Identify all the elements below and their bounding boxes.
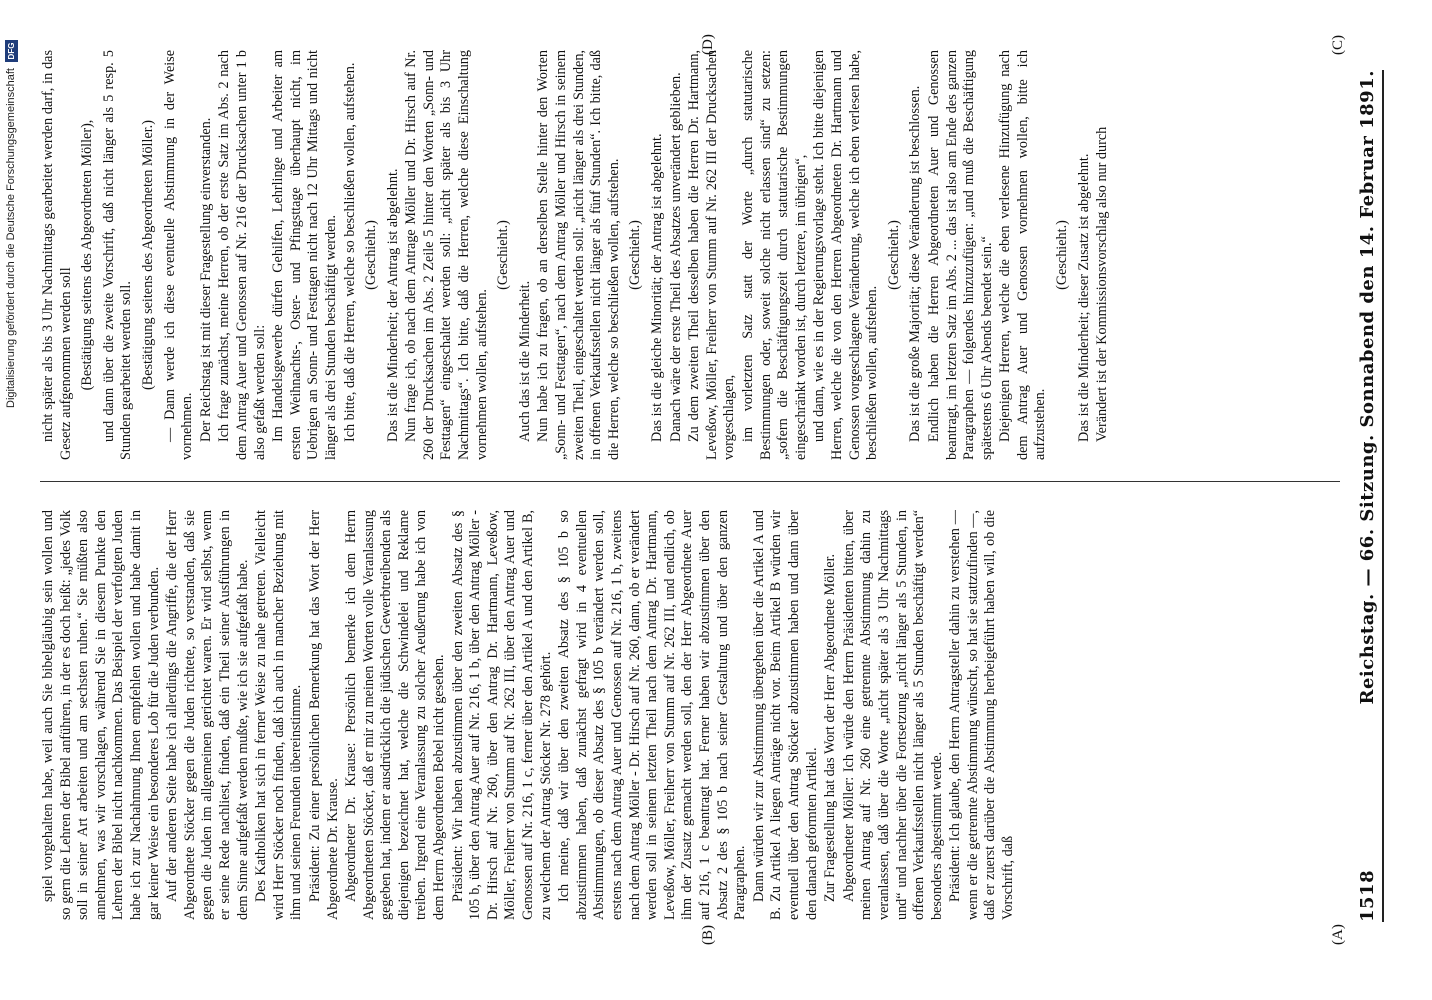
paragraph: spiel vorgehalten habe, weil auch Sie bibelgläubig sein wollen und so gern die Lehren der Bibel anführen, in der es doch heißt: „jedes Volk soll in seiner Art arbeiten und am sechsten ruhen.“ Sie müßten also annehmen, was wir vorschlagen, während Sie in diesem Punkte den Lehren der Bibel nicht nachkommen. Das Beispiel der verfolgten Juden habe ich zur Nachahmung Ihnen empfehlen wollen und habe damit in gar keiner Weise ein besonderes Lob für die Juden verbunden. bbox=[40, 510, 162, 920]
digitization-footer bbox=[0, 0, 22, 1000]
paragraph: (Geschieht.) bbox=[627, 220, 644, 290]
paragraph: und dann, wie es in der Regierungsvorlage steht. Ich bitte diejenigen Herren, welche die von den Herren Abgeordneten Dr. Hartmann und Genossen vorgeschlagene Veränderung, welche ich eben verlesen habe, beschließen wollen, aufstehen. bbox=[811, 50, 881, 460]
paragraph: Diejenigen Herren, welche die eben verlesene Hinzufügung nach dem Antrag Auer und Genossen vornehmen wollen, bitte ich aufzustehen. bbox=[997, 50, 1049, 460]
paragraph: Das ist die Minderheit; der Antrag ist abgelehnt. bbox=[384, 168, 401, 442]
paragraph: Das ist die Minderheit; dieser Zusatz ist abgelehnt. bbox=[1075, 153, 1092, 442]
paragraph: Nun frage ich, ob nach dem Antrage Möller und Dr. Hirsch auf Nr. 260 der Drucksachen im Abs. 2 Zeile 5 hinter den Worten „Sonn- und Festtagen“ eingeschaltet werden soll: „nicht später als bis 3 Uhr Nachmittags“. Ich bitte, daß die Herren, welche diese Einschaltung vornehmen wollen, aufstehen. bbox=[403, 50, 490, 460]
paragraph: Verändert ist der Kommissionsvorschlag also nur durch bbox=[1094, 126, 1111, 442]
paragraph: Dann würden wir zur Abstimmung übergehen über die Artikel A und B. Zu Artikel A liegen Anträge nicht vor. Beim Artikel B würden wir eventuell über den Antrag Stöcker abzustimmen haben und dann über den danach geformten Artikel. bbox=[750, 510, 820, 920]
left-column bbox=[40, 510, 1340, 920]
paragraph: Auch das ist die Minderheit. bbox=[516, 280, 533, 442]
margin-letter-d: (D) bbox=[700, 34, 716, 55]
column-divider bbox=[40, 481, 1340, 482]
paragraph: (Geschieht.) bbox=[885, 220, 902, 290]
right-column bbox=[40, 50, 1340, 460]
dfg-logo-icon: DFG bbox=[5, 40, 18, 62]
paragraph: (Geschieht.) bbox=[495, 220, 512, 290]
page-title: Reichstag. — 66. Sitzung. Sonnabend den 14. Februar 1891. bbox=[1356, 70, 1378, 705]
paragraph: und dann über die zweite Vorschrift, daß nicht länger als 5 resp. 5 Stunden gearbeitet werden soll. bbox=[100, 50, 135, 460]
paragraph: Das ist die gleiche Minorität; der Antrag ist abgelehnt. bbox=[649, 133, 665, 442]
paragraph: Ich meine, daß wir über den zweiten Absatz des § 105 b so abzustimmen haben, daß zunächst gefragt wird in 4 eventuellen Abstimmungen, ob dieser Absatz des § 105 b verändert werden soll, erstens nach dem Antrag Auer und Genossen auf Nr. 216, 1 b, zweitens nach dem Antrag Möller - Dr. Hirsch auf Nr. 260, dann, ob er verändert werden soll in seinem letzten Theil nach dem Antrag Dr. Hartmann, Leveßow, Möller, Freiherr von Stumm auf Nr. 262 III, und endlich, ob ihm der Zusatz gemacht werden soll, den der Herr Abgeordnete Auer auf 216, 1 c beantragt hat. Ferner haben wir abzustimmen über den Absatz 2 des § 105 b nach seiner Gestaltung und über den ganzen Paragraphen. bbox=[556, 510, 749, 920]
margin-letter-c: (C) bbox=[1330, 35, 1346, 55]
margin-letter-b: (B) bbox=[700, 925, 716, 945]
margin-letter-a: (A) bbox=[1330, 924, 1346, 945]
paragraph: nicht später als bis 3 Uhr Nachmittags gearbeitet werden darf, in das Gesetz aufgenommen werden soll bbox=[40, 50, 74, 460]
paragraph: Zu dem zweiten Theil desselben haben die Herren Dr. Hartmann, Leveßow, Möller, Freiherr von Stumm auf Nr. 262 III der Drucksachen vorgeschlagen, bbox=[686, 50, 738, 460]
paragraph: — Dann werde ich diese eventuelle Abstimmung in der Weise vornehmen. bbox=[161, 50, 196, 460]
paragraph: Im Handelsgewerbe dürfen Gehilfen, Lehrlinge und Arbeiter am ersten Weihnachts-, Oster- und Pfingsttage überhaupt nicht, im Uebrigen an Sonn- und Festtagen nicht nach 12 Uhr Mittags und nicht länger als drei Stunden beschäftigt werden. bbox=[270, 50, 339, 460]
paragraph: Nun habe ich zu fragen, ob an derselben Stelle hinter den Worten „Sonn- und Festtagen“, nach dem Antrag Möller und Hirsch in seinem zweiten Theil, eingeschaltet werden soll: „nicht länger als drei Stunden, in offenen Verkaufsstellen nicht länger als fünf Stunden“. Ich bitte, daß die Herren, welche so beschließen wollen, aufstehen. bbox=[535, 50, 622, 460]
paragraph: Präsident: Zu einer persönlichen Bemerkung hat das Wort der Herr Abgeordnete Dr. Krause. bbox=[306, 510, 341, 920]
paragraph: (Bestätigung seitens des Abgeordneten Möller.) bbox=[139, 120, 156, 390]
paragraph: Ich frage zunächst, meine Herren, ob der erste Satz im Abs. 2 nach dem Antrag Auer und Genossen auf Nr. 216 der Drucksachen unter 1 b also gefaßt werden soll: bbox=[216, 50, 268, 460]
paragraph: Abgeordneter Dr. Krause: Persönlich bemerke ich dem Herrn Abgeordneten Stöcker, daß er mir zu meinen Worten volle Veranlassung gegeben hat, indem er ausdrücklich die jüdischen Gewerbtreibenden als diejenigen bezeichnet hat, welche die Schwindelei und Reklame treiben. Irgend eine Veranlassung zu solcher Aeußerung habe ich von dem Herrn Abgeordneten Bebel nicht gesehen. bbox=[343, 510, 448, 920]
paragraph: Abgeordneter Möller: Ich würde den Herrn Präsidenten bitten, über meinen Antrag auf Nr. 260 eine getrennte Abstimmung dahin zu veranlassen, daß über die Worte „nicht später als 3 Uhr Nachmittags und“ und nachher über die Fortsetzung „nicht länger als 5 Stunden, in offenen Verkaufsstellen nicht länger als 5 Stunden beschäftigt werden“ besonders abgestimmt werde. bbox=[840, 510, 945, 920]
paragraph: Ich bitte, daß die Herren, welche so beschließen wollen, aufstehen. bbox=[341, 62, 358, 442]
paragraph: Danach wäre der erste Theil des Absatzes unverändert geblieben. bbox=[667, 72, 684, 442]
page-number: 1518 bbox=[1356, 869, 1378, 922]
paragraph: (Geschieht.) bbox=[363, 220, 380, 290]
paragraph: (Bestätigung seitens des Abgeordneten Möller), bbox=[79, 119, 96, 391]
paragraph: Der Reichstag ist mit dieser Fragestellung einverstanden. bbox=[197, 117, 214, 442]
paragraph: Präsident: Ich glaube, den Herrn Antragsteller dahin zu verstehen — wenn er die getrennte Abstimmung wünscht, so hat sie stattzufinden —, daß er zuerst darüber die Abstimmung herbeigeführt haben will, ob die Vorschrift, daß bbox=[947, 510, 1017, 920]
paragraph: im vorletzten Satz statt der Worte „durch statutarische Bestimmungen oder, soweit solche nicht erlassen sind“ zu setzen: „sofern die Beschäftigungszeit durch statutarische Bestimmungen eingeschränkt worden ist, durch letztere, im übrigen“, bbox=[739, 50, 809, 460]
paragraph: Des Katholiken hat sich in ferner Weise zu nahe getreten. Vielleicht wird Herr Stöcker noch finden, daß ich auch in mancher Beziehung mit ihm und seinen Freunden übereinstimme. bbox=[253, 510, 305, 920]
paragraph: Das ist die große Majorität; diese Veränderung ist beschlossen. bbox=[907, 85, 924, 442]
paragraph: Zur Fragestellung hat das Wort der Herr Abgeordnete Möller. bbox=[822, 553, 839, 902]
paragraph: Präsident: Wir haben abzustimmen über den zweiten Absatz des § 105 b, über den Antrag Auer auf Nr. 216, 1 b, über den Antrag Möller - Dr. Hirsch auf Nr. 260, über den Antrag Dr. Hartmann, Leveßow, Möller, Freiherr von Stumm auf Nr. 262 III, über den Antrag Auer und Genossen auf Nr. 216, 1 c, ferner über den Artikel A und den Artikel B, zu welchem der Antrag Stöcker Nr. 278 gehört. bbox=[449, 510, 554, 920]
paragraph: Auf der anderen Seite habe ich allerdings die Angriffe, die der Herr Abgeordnete Stöcker gegen die Juden richtete, so verstanden, daß sie gegen die Juden im allgemeinen gerichtet waren. Er wird selbst, wenn er seine Rede nachliest, finden, daß ein Theil seiner Ausführungen in dem Sinne aufgefaßt werden mußte, wie ich sie aufgefaßt habe. bbox=[164, 510, 251, 920]
paragraph: Endlich haben die Herren Abgeordneten Auer und Genossen beantragt, im letzten Satz im Abs. 2 ... das ist also am Ende des ganzen Paragraphen — folgendes hinzuzufügen: „und muß die Beschäftigung spätestens 6 Uhr Abends beendet sein.“ bbox=[925, 50, 995, 460]
page-header bbox=[1352, 70, 1384, 922]
paragraph: (Geschieht.) bbox=[1054, 220, 1071, 290]
digitization-note: Digitalisierung gefördert durch die Deutsche Forschungsgemeinschaft bbox=[5, 68, 17, 408]
